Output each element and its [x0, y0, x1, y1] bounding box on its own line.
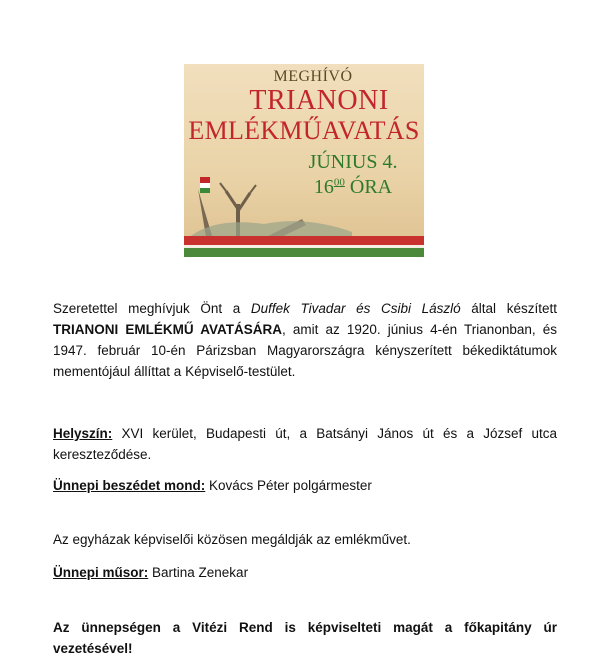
- invitation-banner: [184, 64, 424, 257]
- banner-title-line1: TRIANONI: [249, 85, 389, 116]
- speech-label: Ünnepi beszédet mond:: [53, 478, 206, 493]
- banner-title-line2: EMLÉKMŰAVATÁS: [188, 116, 420, 145]
- location-label: Helyszín:: [53, 426, 113, 441]
- banner-red-stripe: [184, 236, 424, 245]
- sculptors-names: Duffek Tivadar és Csibi László: [250, 301, 461, 316]
- banner-date: JÚNIUS 4.: [308, 151, 398, 173]
- blessing-line: Az egyházak képviselői közösen megáldják az emlékművet.: [53, 532, 411, 547]
- speech-value: Kovács Péter polgármester: [205, 478, 372, 493]
- closing-line-2: vezetésével!: [53, 641, 133, 656]
- intro-line-2: [53, 319, 557, 340]
- event-name: TRIANONI EMLÉKMŰ AVATÁSÁRA: [53, 322, 282, 337]
- program-value: Bartina Zenekar: [148, 565, 249, 580]
- location-line-2: kereszteződése.: [53, 447, 152, 462]
- location-block: [53, 423, 557, 465]
- closing-line-1: Az ünnepségen a Vitézi Rend is képviselteti magát a főkapitány úr: [53, 620, 557, 635]
- intro-line-4: mementójául állíttat a Képviselő-testület.: [53, 364, 296, 379]
- location-value: XVI kerület, Budapesti út, a Batsányi János út és a József utca: [112, 426, 557, 441]
- program-line: [53, 562, 557, 583]
- location-line-1: [53, 423, 557, 444]
- intro-line-3: 1947. február 10-én Párizsban Magyarországra kényszerített békediktátumok: [53, 343, 557, 358]
- intro-text: , amit az 1920. június 4-én Trianonban, és: [281, 322, 557, 337]
- banner-time-suffix: ÓRA: [344, 176, 393, 198]
- banner-time-minutes: 00: [333, 176, 345, 189]
- intro-paragraph: [53, 298, 557, 382]
- banner-green-stripe: [184, 248, 424, 257]
- intro-text: Szeretettel meghívjuk Önt a: [53, 301, 251, 316]
- banner-time-hour: 16: [313, 176, 334, 198]
- closing-paragraph: [53, 617, 557, 659]
- intro-line-1: [53, 298, 557, 319]
- program-label: Ünnepi műsor:: [53, 565, 149, 580]
- speech-line: [53, 475, 557, 496]
- banner-invitation-label: MEGHÍVÓ: [273, 68, 353, 85]
- intro-text: által készített: [460, 301, 557, 316]
